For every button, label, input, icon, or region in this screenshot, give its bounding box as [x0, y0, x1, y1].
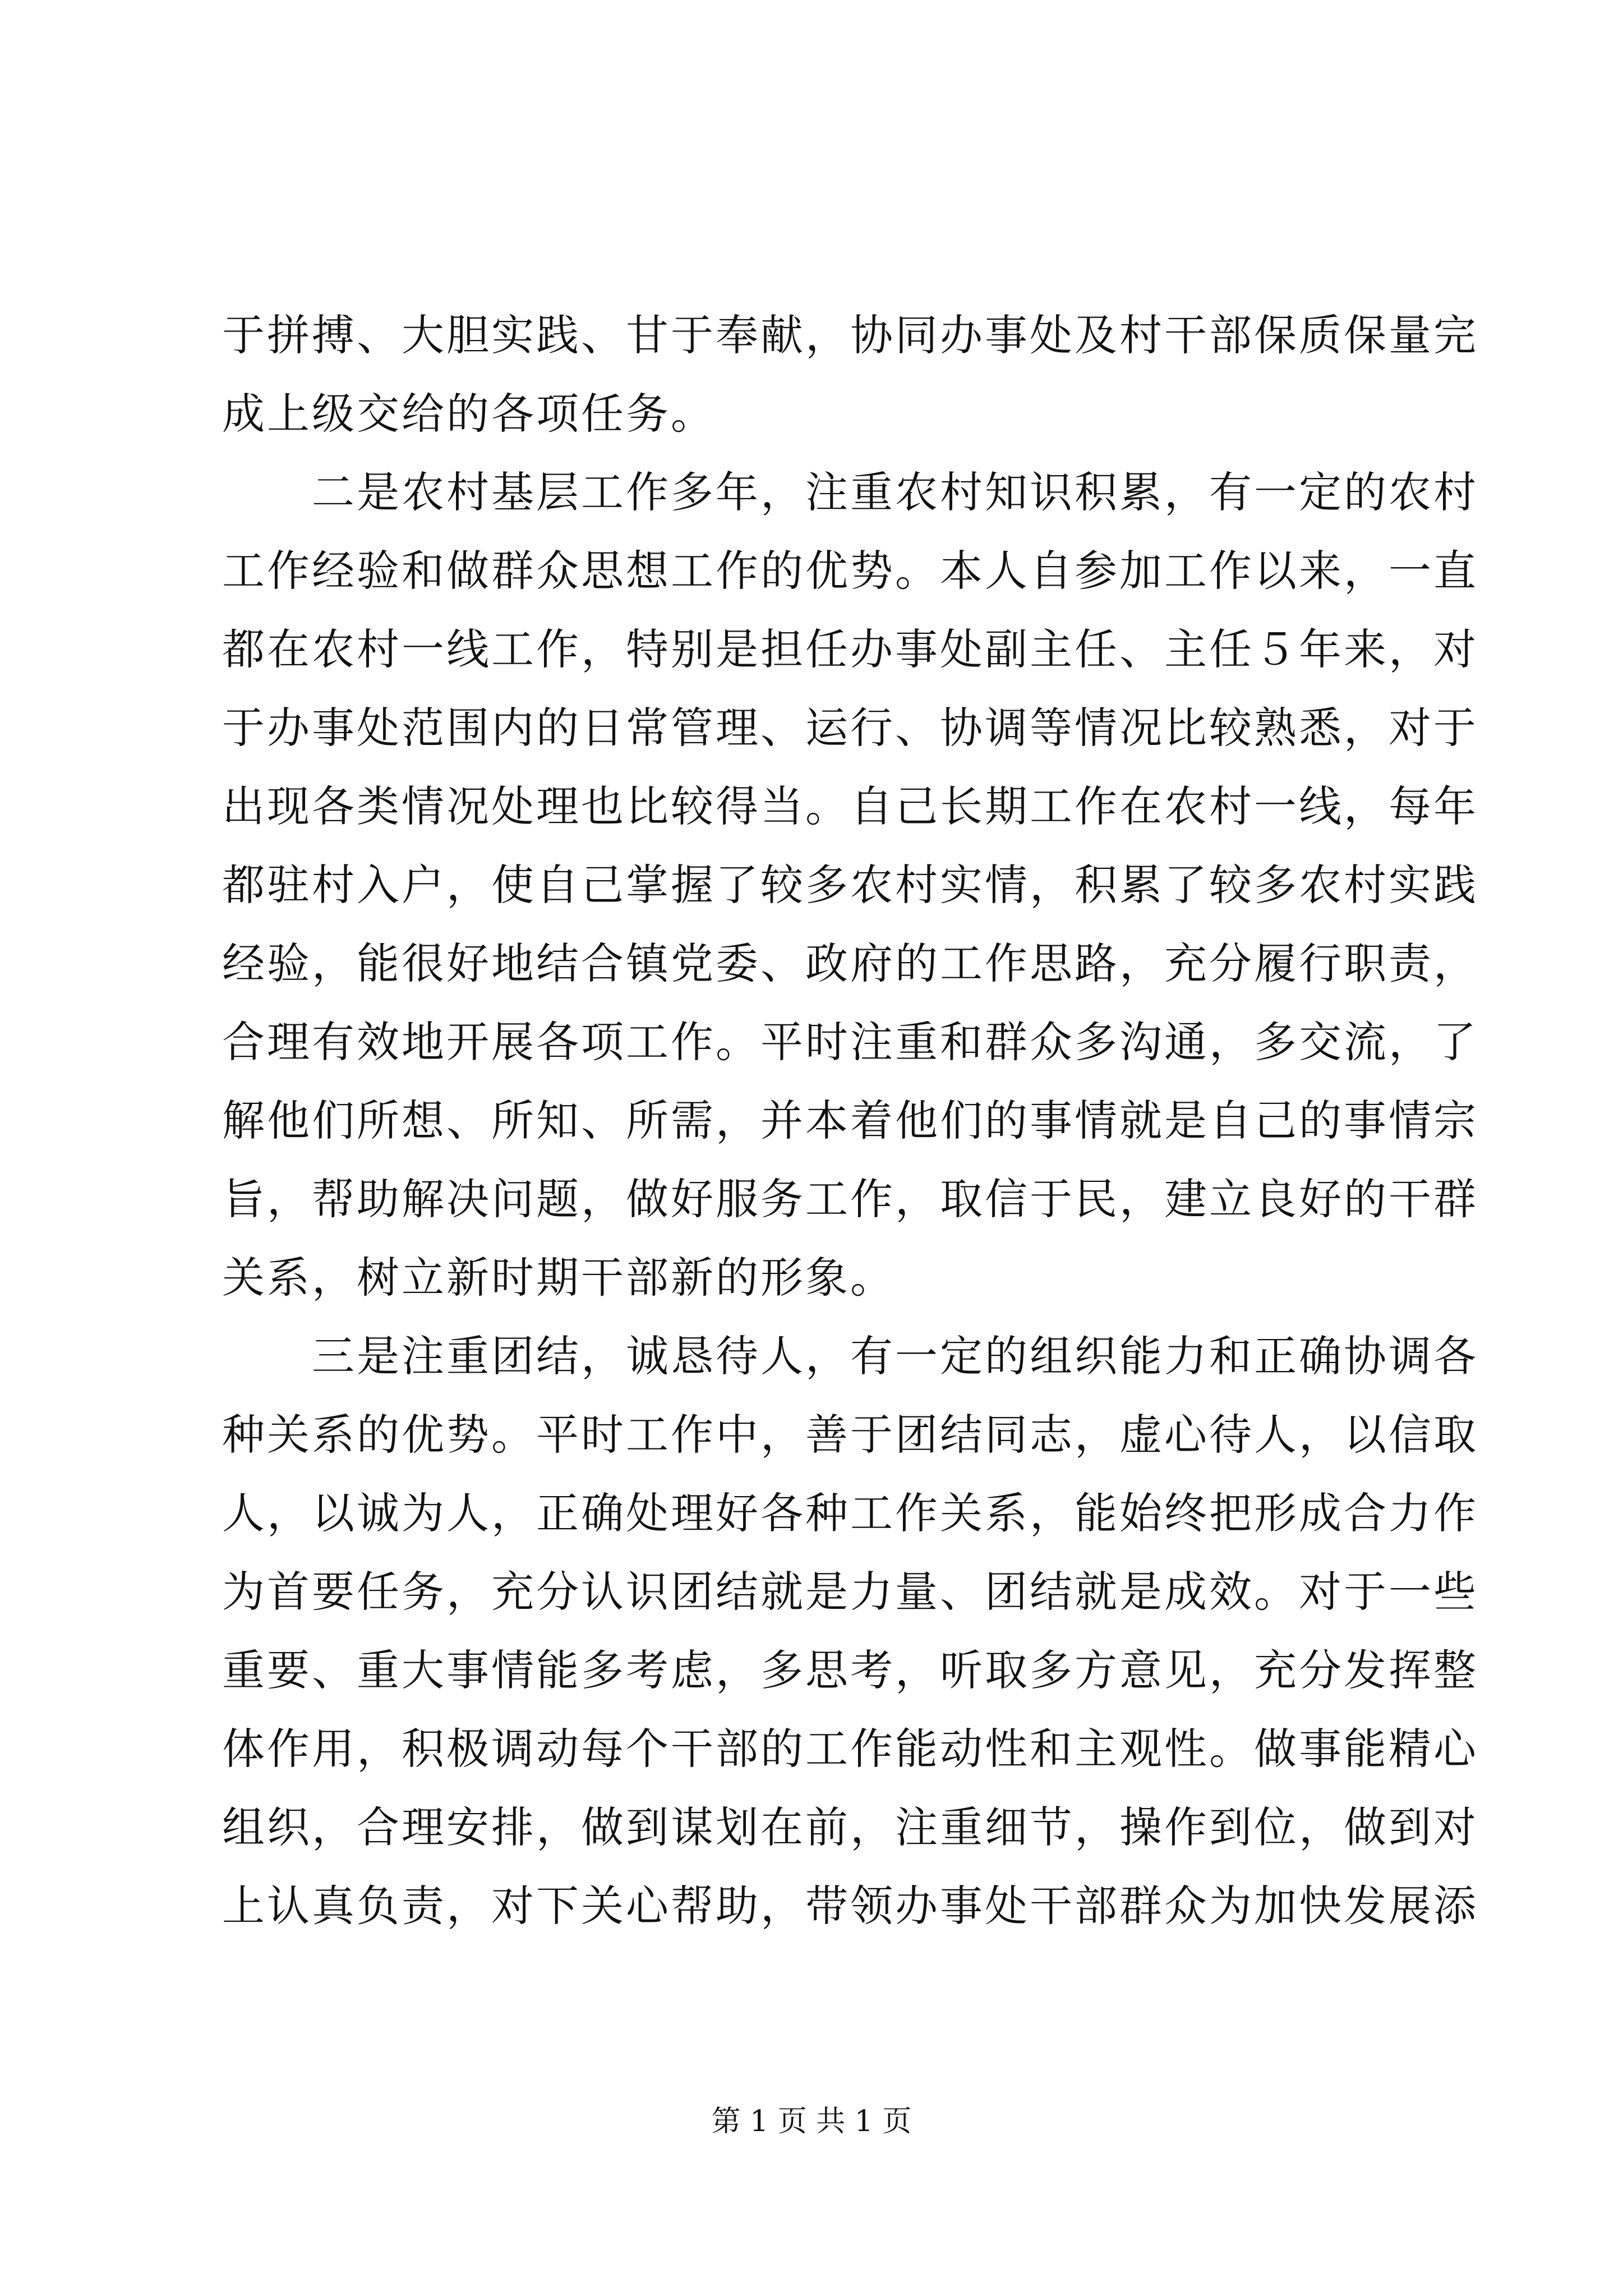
- text-line: 成上级交给的各项任务。: [222, 389, 716, 439]
- text-line: 种关系的优势。平时工作中，善于团结同志，虚心待人，以信取: [222, 1410, 1478, 1460]
- text-line: 为首要任务，充分认识团结就是力量、团结就是成效。对于一些: [222, 1567, 1478, 1617]
- text-line: 重要、重大事情能多考虑，多思考，听取多方意见，充分发挥整: [222, 1645, 1478, 1695]
- text-line: 关系，树立新时期干部新的形象。: [222, 1253, 895, 1303]
- text-line: 组织，合理安排，做到谋划在前，注重细节，操作到位，做到对: [222, 1802, 1478, 1852]
- text-line: 体作用，积极调动每个干部的工作能动性和主观性。做事能精心: [222, 1724, 1478, 1774]
- text-line: 都驻村入户，使自己掌握了较多农村实情，积累了较多农村实践: [222, 860, 1478, 910]
- text-line: 出现各类情况处理也比较得当。自己长期工作在农村一线，每年: [222, 781, 1478, 831]
- text-line: 经验，能很好地结合镇党委、政府的工作思路，充分履行职责，: [222, 938, 1478, 988]
- text-line: 人，以诚为人，正确处理好各种工作关系，能始终把形成合力作: [222, 1488, 1478, 1538]
- page-footer: 第 1 页 共 1 页: [711, 2105, 912, 2138]
- text-line: 旨，帮助解决问题，做好服务工作，取信于民，建立良好的干群: [222, 1174, 1478, 1224]
- text-line: 于拼搏、大胆实践、甘于奉献，协同办事处及村干部保质保量完: [222, 310, 1478, 360]
- text-line: 三是注重团结，诚恳待人，有一定的组织能力和正确协调各: [222, 1331, 1478, 1381]
- text-line: 二是农村基层工作多年，注重农村知识积累，有一定的农村: [222, 467, 1478, 517]
- text-line: 解他们所想、所知、所需，并本着他们的事情就是自己的事情宗: [222, 1096, 1478, 1145]
- text-line: 都在农村一线工作，特别是担任办事处副主任、主任５年来，对: [222, 624, 1478, 674]
- text-line: 工作经验和做群众思想工作的优势。本人自参加工作以来，一直: [222, 546, 1478, 596]
- text-line: 上认真负责，对下关心帮助，带领办事处干部群众为加快发展添: [222, 1881, 1478, 1931]
- text-line: 合理有效地开展各项工作。平时注重和群众多沟通，多交流，了: [222, 1017, 1478, 1067]
- text-line: 于办事处范围内的日常管理、运行、协调等情况比较熟悉，对于: [222, 703, 1478, 753]
